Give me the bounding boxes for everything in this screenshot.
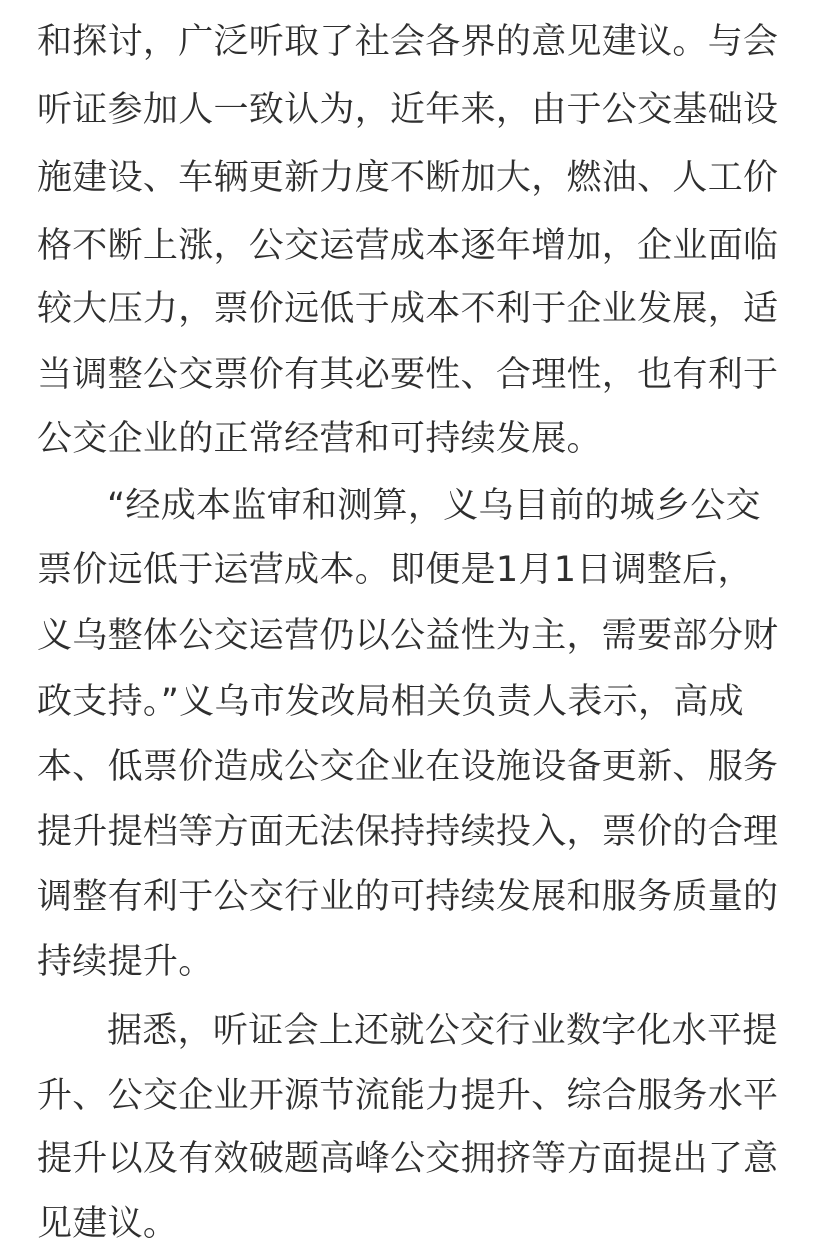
text-line: 施建设、车辆更新力度不断加大，燃油、人工价 <box>37 158 779 198</box>
text-line: 本、低票价造成公交企业在设施设备更新、服务 <box>37 747 779 787</box>
text-line: 公交企业的正常经营和可持续发展。 <box>37 419 602 459</box>
text-line: 较大压力，票价远低于成本不利于企业发展，适 <box>37 289 779 329</box>
text-line: 票价远低于运营成本。即便是1月1日调整后， <box>37 550 753 590</box>
text-line: 义乌整体公交运营仍以公益性为主，需要部分财 <box>37 616 779 656</box>
text-line: 政支持。”义乌市发改局相关负责人表示，高成 <box>37 682 744 722</box>
text-line: 升、公交企业开源节流能力提升、综合服务水平 <box>37 1076 779 1116</box>
text-line: 调整有利于公交行业的可持续发展和服务质量的 <box>37 877 779 917</box>
text-line: 提升以及有效破题高峰公交拥挤等方面提出了意 <box>37 1139 779 1179</box>
text-line: 据悉，听证会上还就公交行业数字化水平提 <box>107 1011 778 1051</box>
text-line: 持续提升。 <box>37 942 214 982</box>
text-line: 见建议。 <box>37 1204 179 1244</box>
text-line: 格不断上涨，公交运营成本逐年增加，企业面临 <box>37 226 779 266</box>
text-line: 听证参加人一致认为，近年来，由于公交基础设 <box>37 90 779 130</box>
text-line: 和探讨，广泛听取了社会各界的意见建议。与会 <box>37 22 779 62</box>
text-line: 提升提档等方面无法保持持续投入，票价的合理 <box>37 812 779 852</box>
text-line: “经成本监审和测算，义乌目前的城乡公交 <box>107 486 761 526</box>
text-line: 当调整公交票价有其必要性、合理性，也有利于 <box>37 355 779 395</box>
